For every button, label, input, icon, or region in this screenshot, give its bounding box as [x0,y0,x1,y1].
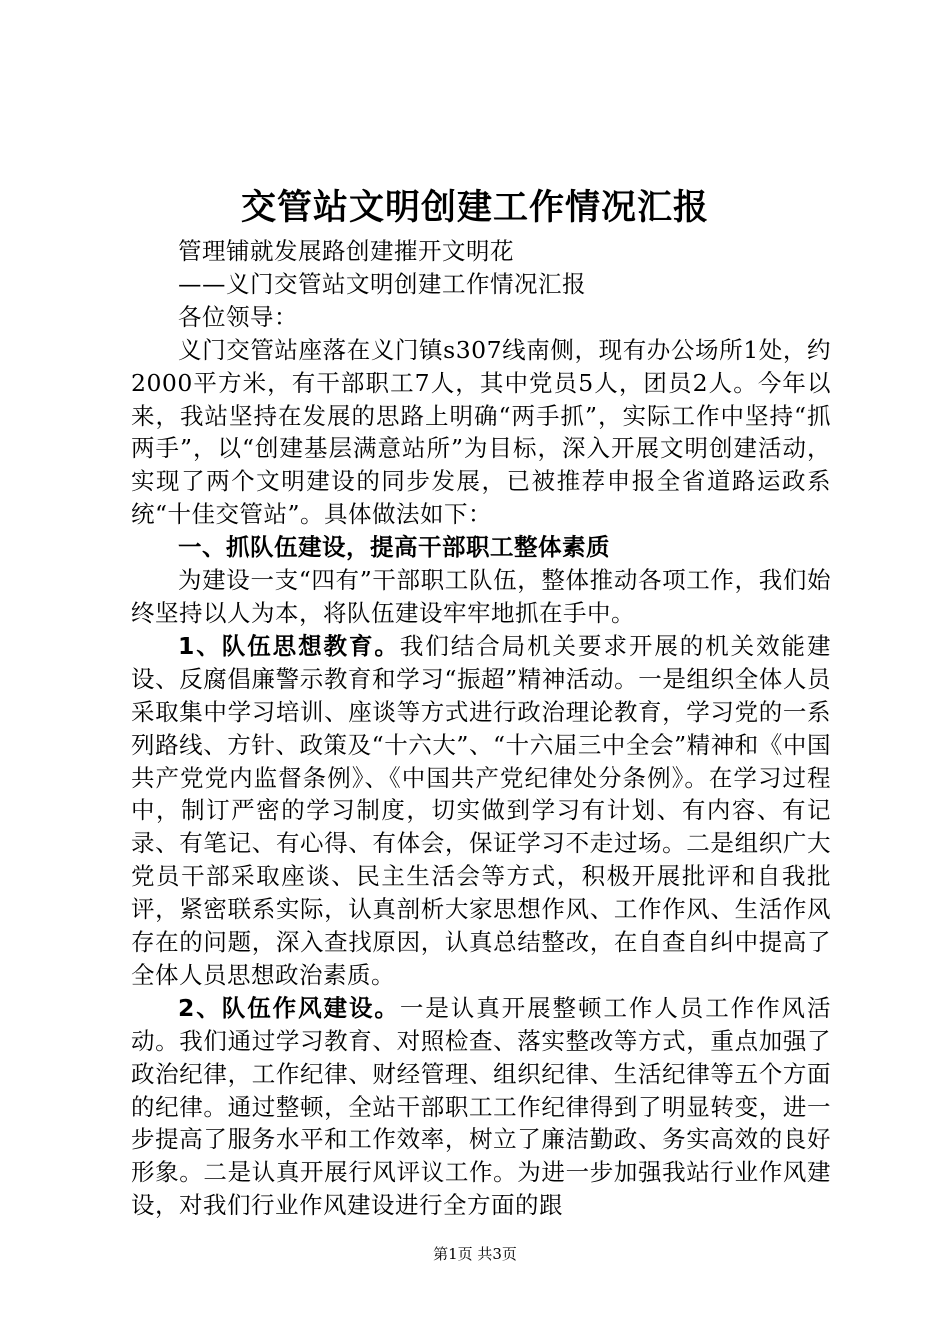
item2-text: 一是认真开展整顿工作人员工作作风活动。我们通过学习教育、对照检查、落实整改等方式，重点加强了政治纪律，工作纪律、财经管理、组织纪律、生活纪律等五个方面的纪律。通过整顿，全站干部职工工作纪律得到了明显转变，进一步提高了服务水平和工作效率，树立了廉洁勤政、务实高效的良好形象。二是认真开展行风评议工作。为进一步加强我站行业作风建设，对我们行业作风建设进行全方面的跟 [131,993,832,1220]
item1-text: 我们结合局机关要求开展的机关效能建设、反腐倡廉警示教育和学习“振超”精神活动。一是组织全体人员采取集中学习培训、座谈等方式进行政治理论教育，学习党的一系列路线、方针、政策及“十六大”、“十六届三中全会”精神和《中国共产党党内监督条例》、《中国共产党纪律处分条例》。在学习过程中，制订严密的学习制度，切实做到学习有计划、有内容、有记录、有笔记、有心得、有体会，保证学习不走过场。二是组织广大党员干部采取座谈、民主生活会等方式，积极开展批评和自我批评，紧密联系实际，认真剖析大家思想作风、工作作风、生活作风存在的问题，深入查找原因，认真总结整改，在自查自纠中提高了全体人员思想政治素质。 [131,631,832,989]
item1-lead: 1、队伍思想教育。 [178,631,400,660]
document-body [131,235,831,1222]
subtitle-secondary: ——义门交管站文明创建工作情况汇报 [178,269,586,298]
salutation: 各位领导： [178,302,298,331]
subtitle: 管理铺就发展路创建摧开文明花 [178,237,514,265]
section1-intro-paragraph: 为建设一支“四有”干部职工队伍，整体推动各项工作，我们始终坚持以人为本，将队伍建设牢牢地抓在手中。 [131,566,831,627]
item2-lead: 2、队伍作风建设。 [178,993,400,1022]
item2-paragraph [131,992,831,1222]
intro-paragraph: 义门交管站座落在义门镇s307线南侧，现有办公场所1处，约2000平方米，有干部职工7人，其中党员5人，团员2人。今年以来，我站坚持在发展的思路上明确“两手抓”，实际工作中坚持“抓两手”，以“创建基层满意站所”为目标，深入开展文明创建活动，实现了两个文明建设的同步发展，已被推荐申报全省道路运政系统“十佳交管站”。具体做法如下： [131,335,831,529]
page-number: 第1页 共3页 [433,1245,517,1263]
document-title: 交管站文明创建工作情况汇报 [240,187,709,228]
section-heading-1: 一、抓队伍建设，提高干部职工整体素质 [178,533,610,562]
item1-paragraph [131,630,831,992]
